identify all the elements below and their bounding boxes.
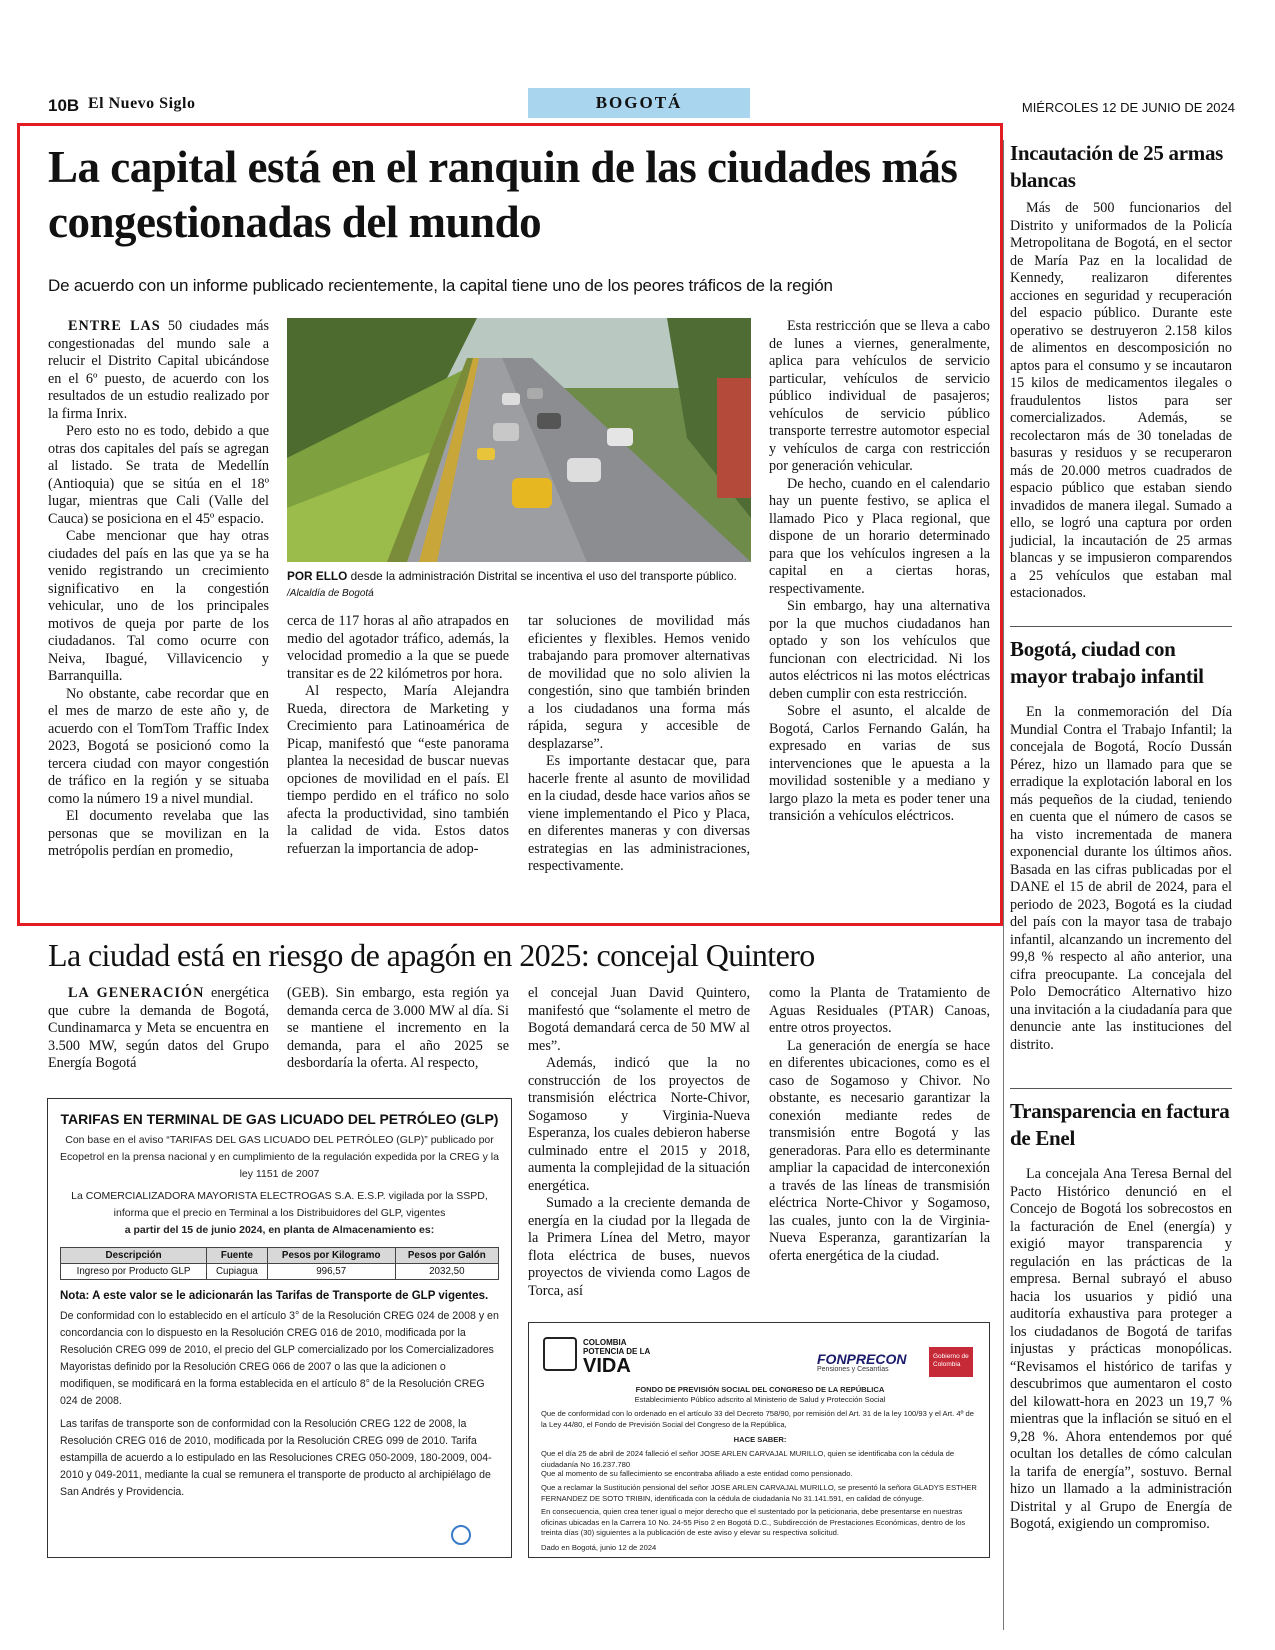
fonprecon-heading: FONDO DE PREVISIÓN SOCIAL DEL CONGRESO DE LA REPÚBLICA [635, 1385, 885, 1394]
main-article-column-1 [48, 318, 269, 861]
traffic-photo-image [287, 318, 751, 562]
glp-price-table [60, 1247, 499, 1280]
paragraph: cerca de 117 horas al año atrapados en medio del agotador tráfico, además, la velocidad promedio a la que se puede transitar es de 22 kilómetros por hora. [287, 613, 509, 682]
table-cell: 996,57 [267, 1264, 395, 1280]
photo-caption-lead: POR ELLO [287, 569, 348, 583]
paragraph: Más de 500 funcionarios del Distrito y uniformados de la Policía Metropolitana de Bogotá, en el sector de María Paz en la localidad de Kennedy, realizaron diferentes acciones en seguridad y recuperación del espacio público. Durante este operativo se destruyeron 2.158 kilos de alimentos en descomposición no aptos para el consumo y se incautaron 15 kilos de medicamentos ilegales o fraudulentos listos para ser comercializados. Además, se recolectaron más de 30 toneladas de basuras y residuos y se recuperaron más de 20.000 metros cuadrados de espacio público que estaban siendo invadidos de manera ilegal. Sumado a ello, se logró una captura por orden judicial, la incautación de 25 armas blancas y se impusieron comparendos a 25 vehículos que estaban mal estacionados. [1010, 200, 1232, 601]
paragraph: La concejala Ana Teresa Bernal del Pacto Histórico denunció en el Concejo de Bogotá los sobrecostos en la facturación de Enel (energía) y exigió mayor transparencia y regulación en las prácticas de la empresa. Bernal subrayó el abuso hacia los usuarios y pidió una auditoría exhaustiva para proteger a los ciudadanos de Bogotá de tarifas injustas y prácticas monopólicas. “Revisamos el histórico de tarifas y descubrimos que aumentaron el costo del kilowatt-hora en 2023 un 19,7 % mientras que la inflación se situó en el 9,28 %. Ahora entendemos por qué ocultan los detalles de cómo calculan la tarifa de energía”, sostuvo. Bernal hizo un llamado a la administración Distrital y al Grupo de Energía de Bogotá, exigiendo un compromiso. [1010, 1166, 1232, 1532]
table-row [61, 1264, 499, 1280]
table-cell: Cupiagua [207, 1264, 268, 1280]
lead-in: ENTRE LAS [68, 318, 161, 334]
paragraph: Cabe mencionar que hay otras ciudades del país en las que ya se ha venido registrando un crecimiento significativo en la congestión vehicular, uno de los principales motivos de queja por parte de los ciudadanos. Tal como ocurre con Neiva, Ibagué, Villavicencio y Barranquilla. [48, 528, 269, 684]
glp-note: Nota: A este valor se le adicionarán las Tarifas de Transporte de GLP vigentes. [60, 1290, 489, 1302]
glp-intro: Con base en el aviso “TARIFAS DEL GAS LICUADO DEL PETRÓLEO (GLP)” publicado por Ecopetrol en la prensa nacional y en cumplimiento de la regulación expedida por la CREG y la ley 1151 de 2007 [60, 1134, 499, 1180]
second-article-column-1 [48, 985, 269, 1073]
fonprecon-paragraph-3: Que al momento de su fallecimiento se encontraba afiliado a este entidad como pensionado. [541, 1469, 853, 1478]
glp-title: TARIFAS EN TERMINAL DE GAS LICUADO DEL PETRÓLEO (GLP) [60, 1111, 499, 1127]
paragraph: La generación de energía se hace en diferentes ubicaciones, como es el caso de Sogamoso y Chivor. No obstante, es necesario garantizar la conexión mediante redes de transmisión entre Bogotá y las generadoras. Para ello es determinante ampliar la capacidad de interconexión a través de las líneas de transmisión eléctrica Norte-Chivor y Sogamoso, las cuales, junto con la de Virginia- Nueva Esperanza, garantizarían la oferta energética de la ciudad. [769, 1037, 990, 1264]
table-header: Fuente [207, 1248, 268, 1264]
table-cell: 2032,50 [395, 1264, 498, 1280]
photo-credit: /Alcaldía de Bogotá [287, 588, 374, 599]
table-cell: Ingreso por Producto GLP [61, 1264, 207, 1280]
logo-vida-text: VIDA [583, 1355, 631, 1377]
sidebar-headline-1: Incautación de 25 armas blancas [1010, 141, 1224, 192]
table-header: Pesos por Kilogramo [267, 1248, 395, 1264]
glp-tariff-notice [47, 1098, 512, 1558]
traffic-photo [287, 318, 751, 562]
second-article-column-3 [528, 985, 750, 1300]
main-subheadline: De acuerdo con un informe publicado recientemente, la capital tiene uno de los peores tráficos de la región [48, 276, 833, 295]
photo-caption-text: desde la administración Distrital se incentiva el uso del transporte público. [350, 569, 737, 583]
table-header: Pesos por Galón [395, 1248, 498, 1264]
glp-date-line: a partir del 15 de junio 2024, en planta de Almacenamiento es: [124, 1224, 435, 1236]
sidebar-divider [1003, 140, 1004, 1630]
paragraph: Esta restricción que se lleva a cabo de lunes a viernes, generalmente, aplica para vehículos de servicio particular, vehículos de servicio público individual de pasajeros; vehículos de servicio público transporte terrestre automotor especial y vehículos de carga con restricción por generación vehicular. [769, 318, 990, 474]
fonprecon-paragraph-2: Que el día 25 de abril de 2024 falleció el señor JOSE ARLEN CARVAJAL MURILLO, quien se identificaba con la cédula de ciudadanía No 16.237.780 [541, 1449, 955, 1469]
paragraph: Sobre el asunto, el alcalde de Bogotá, Carlos Fernando Galán, ha expresado en varias de sus intervenciones que le apuesta a la movilidad sostenible y a mediano y largo plazo la meta es poder tener una transición a vehículos eléctricos. [769, 703, 990, 824]
second-headline: La ciudad está en riesgo de apagón en 2025: concejal Quintero [48, 937, 815, 973]
paragraph: De hecho, cuando en el calendario hay un puente festivo, se aplica el llamado Pico y Placa regional, que dispone de un horario determinado para que los vehículos ingresen a la capital en a ciertas horas, respectivamente. [769, 475, 990, 597]
sidebar-headline-2: Bogotá, ciudad con mayor trabajo infantil [1010, 637, 1204, 688]
paragraph: (GEB). Sin embargo, esta región ya demanda cerca de 3.000 MW al día. Si se mantiene el incremento en la demanda, para el año 2025 se desbordaría la oferta. Al respecto, [287, 985, 509, 1071]
fonprecon-paragraph-1: Que de conformidad con lo ordenado en el artículo 33 del Decreto 758/90, por remisión del Art. 31 de la ley 100/93 y el Art. 4º de la Ley 44/80, el Fondo de Previsión Social del Congreso de la República, [541, 1409, 974, 1429]
second-article-column-2 [287, 985, 509, 1073]
fonprecon-hace-saber: HACE SABER: [733, 1435, 787, 1444]
sidebar-separator [1010, 1088, 1232, 1089]
paragraph: Pero esto no es todo, debido a que otras dos capitales del país se agregan al listado. Se trata de Medellín (Antioquia) que se sitúa en el 18º lugar, mientras que Cali (Valle del Cauca) se posiciona en el 45º espacio. [48, 423, 269, 527]
colombia-vida-logo [543, 1335, 663, 1377]
glp-body-1: De conformidad con lo establecido en el artículo 3° de la Resolución CREG 024 de 2008 y en concordancia con lo dispuesto en la Resolución CREG 016 de 2010, modificada por la Resolución CREG 099 de 2010, el precio del GLP comercializado por los Comercializadores Mayoristas definido por la Resolución CREG 066 de 2007 o las que la adicionen o modifiquen, se modificará en la forma establecida en el artículo 8° de la Resolución CREG 024 de 2008. [60, 1310, 499, 1407]
colombia-flag-icon [543, 1337, 577, 1371]
fonprecon-paragraph-4: Que a reclamar la Sustitución pensional del señor JOSE ARLEN CARVAJAL MURILLO, se presentó la señora GLADYS ESTHER FERNANDEZ DE SOTO TRIBIN, identificada con la cédula de ciudadanía No 31.141.591, en calidad de cónyuge. [541, 1483, 977, 1503]
paragraph: Sumado a la creciente demanda de energía en la ciudad por la llegada de la Primera Línea del Metro, mayor flota eléctrica de buses, nuevos proyectos de vivienda como Lagos de Torca, así [528, 1195, 750, 1299]
fonprecon-logo [817, 1337, 977, 1377]
glp-company-line: La COMERCIALIZADORA MAYORISTA ELECTROGAS S.A. E.S.P. vigilada por la SSPD, informa que el precio en Terminal a los Distribuidores del GLP, vigentes [71, 1190, 488, 1219]
paragraph: En la conmemoración del Día Mundial Contra el Trabajo Infantil; la concejala de Bogotá, Rocío Dussán Pérez, hizo un llamado para que se erradique la explotación laboral en los más pequeños de la ciudad, teniendo en cuenta que el número de casos se ha visto incrementada de manera exponencial durante los últimos años. Basada en las cifras publicadas por el DANE el 15 de abril de 2024, para el periodo de 2023, Bogotá es la ciudad del país con la mayor tasa de trabajo infantil, alcanzando un incremento del 99,8 % respecto al año anterior, una cifra preocupante. La concejala del Polo Democrático Alternativo hizo una invitación a la ciudadanía para que denuncie ante las instituciones del distrito. [1010, 704, 1232, 1053]
sidebar-headline-3: Transparencia en factura de Enel [1010, 1099, 1230, 1150]
paragraph: Es importante destacar que, para hacerle frente al asunto de movilidad en la ciudad, desde hace varios años se viene implementando el Pico y Placa, en diferentes maneras y con diversas estrategias en las administraciones, respectivamente. [528, 753, 750, 874]
table-header: Descripción [61, 1248, 207, 1264]
gobierno-badge: Gobierno de Colombia [929, 1347, 973, 1377]
lead-in: LA GENERACIÓN [68, 985, 205, 1001]
fonprecon-brand: FONPRECON [817, 1351, 907, 1367]
glp-body-2: Las tarifas de transporte son de conformidad con la Resolución CREG 122 de 2008, la Resolución CREG 016 de 2010, modificada por la Resolución CREG 099 de 2010. Tarifa estampilla de acuerdo a lo estipulado en las Resoluciones CREG 050-2009, 180-2009, 004-2010 y 049-2011, mediante la cual se remunera el transporte de producto al archipiélago de San Andrés y Providencia. [60, 1418, 492, 1498]
main-article-column-4 [769, 318, 990, 826]
photo-caption [287, 568, 751, 602]
issue-date: MIÉRCOLES 12 DE JUNIO DE 2024 [1021, 100, 1235, 115]
masthead-logo: El Nuevo Siglo [88, 95, 196, 112]
paragraph: No obstante, cabe recordar que en el mes de marzo de este año y, de acuerdo con el TomTom Traffic Index 2023, Bogotá se posicionó como la tercera ciudad con mayor congestión de tráfico en la región y se situaba como la número 19 a nivel mundial. [48, 685, 269, 807]
paragraph: el concejal Juan David Quintero, manifestó que “solamente el metro de Bogotá demandará cerca de 50 MW al mes”. [528, 985, 750, 1054]
paragraph: 50 ciudades más congestionadas del mundo sale a relucir el Distrito Capital ubicándose en el 6º puesto, de acuerdo con los resultados de un estudio realizado por la firma Inrix. [48, 318, 269, 422]
sidebar-separator [1010, 626, 1232, 627]
main-article-column-2 [287, 613, 509, 858]
second-article-column-4 [769, 985, 990, 1265]
sidebar-body-3 [1010, 1166, 1232, 1534]
fonprecon-notice [528, 1322, 990, 1558]
paragraph: Además, indicó que la no construcción de los proyectos de transmisión eléctrica Norte-Chivor, Sogamoso y Virginia-Nueva Esperanza, los cuales debieron haberse culminado entre el 2015 y 2018, aumenta la complejidad de la situación energética. [528, 1055, 750, 1194]
fonprecon-paragraph-5: En consecuencia, quien crea tener igual o mejor derecho que el sustentado por la peticionaria, debe presentarse en nuestras oficinas ubicadas en la Carrera 10 No. 24-55 Piso 2 en Bogotá D.C., Subdirección de Prestaciones Económicas, dentro de los treinta días (30) siguientes a la publicación de este aviso y elevar su respectiva solicitud. [541, 1507, 966, 1537]
supervision-seal-icon [451, 1525, 471, 1545]
paragraph: como la Planta de Tratamiento de Aguas Residuales (PTAR) Canoas, entre otros proyectos. [769, 985, 990, 1036]
paragraph: El documento revelaba que las personas que se movilizan en la metrópolis perdían en promedio, [48, 808, 269, 859]
paragraph: tar soluciones de movilidad más eficientes y flexibles. Hemos venido trabajando para promover alternativas de movilidad que no solo alivien la congestión, sino que también brinden a los ciudadanos una forma más rápida, segura y accesible de desplazarse”. [528, 613, 750, 752]
page-number: 10B [48, 96, 80, 115]
main-headline: La capital está en el ranquin de las ciudades más congestionadas del mundo [48, 142, 958, 247]
paragraph: Al respecto, María Alejandra Rueda, directora de Marketing y Crecimiento para Latinoamérica de Picap, manifestó que “este panorama plantea la necesidad de buscar nuevas opciones de movilidad en el país. El tiempo perdido en el tráfico no solo afecta la productividad, sino también la calidad de vida. Estos datos refuerzan la importancia de adop- [287, 683, 509, 857]
section-label: BOGOTÁ [528, 88, 750, 118]
paragraph: energética que cubre la demanda de Bogotá, Cundinamarca y Meta se encuentra en 3.500 MW, según datos del Grupo Energía Bogotá [48, 985, 269, 1071]
paragraph: Sin embargo, hay una alternativa por la que muchos ciudadanos han optado y son los vehículos que funcionan con electricidad. Ni los autos eléctricos ni las motos eléctricas deben cumplir con esta restricción. [769, 598, 990, 702]
sidebar-body-1 [1010, 200, 1232, 603]
fonprecon-date: Dado en Bogotá, junio 12 de 2024 [541, 1543, 657, 1552]
logo-colombia-text: COLOMBIA POTENCIA DE LA [583, 1338, 651, 1356]
sidebar-body-2 [1010, 704, 1232, 1054]
fonprecon-brand-sub: Pensiones y Cesantías [817, 1366, 889, 1373]
fonprecon-heading-sub: Establecimiento Público adscrito al Ministerio de Salud y Protección Social [634, 1395, 886, 1404]
main-article-column-3 [528, 613, 750, 876]
